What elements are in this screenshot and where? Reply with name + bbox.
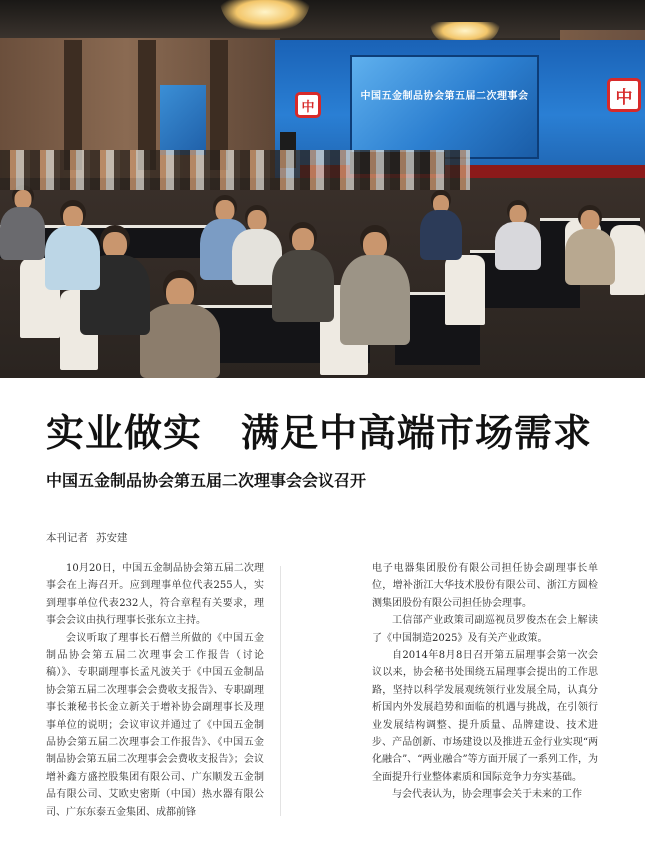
column-divider (280, 566, 281, 816)
conference-photo (0, 0, 645, 378)
ceiling (0, 0, 645, 38)
paragraph: 与会代表认为，协会理事会关于未来的工作 (392, 789, 582, 801)
paragraph: 自2014年8月8日召开第五届理事会第一次会议以来，协会秘书处围绕五届理事会提出的工作思路，坚持以科学发展观统领行业发展全局，认真分析国内外发展趋势和面临的机遇与挑战，在引领行业发展结构调整、提升质量、品牌建设、技术进步、产品创新、市场建设以及推进五金行业实现“两化融合”、“两业融合”等方面开展了一系列工作，为全面提升行业整体素质和国际竞争力夯实基础。 (372, 650, 598, 783)
article-headline: 实业做实 满足中高端市场需求 (46, 410, 593, 455)
side-screen (160, 85, 206, 155)
delegate (565, 205, 615, 285)
article-column-right (372, 560, 598, 804)
paragraph: 电子电器集团股份有限公司担任协会副理事长单位，增补浙江大华技术股份有限公司、浙江方圆检测集团股份有限公司担任协会理事。 (372, 563, 598, 609)
paragraph: 工信部产业政策司副巡视员罗俊杰在会上解读了《中国制造2025》及有关产业政策。 (372, 615, 598, 644)
stage-screen (350, 55, 539, 159)
paragraph: 会议听取了理事长石僧兰所做的《中国五金制品协会第五届二次理事会工作报告（讨论稿）》、专职副理事长孟凡波关于《中国五金制品协会第五届二次理事会会费收支报告》、专职副理事长兼秘书长金立新关于增补协会副理事长及理事单位的说明；会议审议并通过了《中国五金制品协会第五届二次理事会工作报告》、《中国五金制品协会第五届二次理事会会费收支报告》；会议增补鑫方盛控股集团有限公司、广东顺发五金制品有限公司、艾欧史密斯（中国）热水器有限公司、广东东泰五金集团、成都前锋 (46, 632, 264, 818)
delegate (340, 225, 410, 345)
delegate (140, 270, 220, 378)
byline-author: 苏安建 (96, 532, 128, 544)
article-subheadline: 中国五金制品协会第五届二次理事会会议召开 (46, 471, 367, 490)
audience-crowd (0, 150, 470, 190)
delegate (420, 190, 462, 260)
chair (445, 255, 485, 325)
delegate (495, 200, 541, 270)
paragraph: 10月20日，中国五金制品协会第五届二次理事会在上海召开。应到理事单位代表255人，实到理事单位代表232人，符合章程有关要求，理事会会议由执行理事长张东立主持。 (46, 563, 264, 627)
delegate (272, 222, 334, 322)
screen-title: 中国五金制品协会第五届二次理事会 (360, 91, 529, 102)
chair (610, 225, 645, 295)
article-column-left (46, 560, 264, 821)
delegate (45, 200, 100, 290)
delegate (0, 185, 45, 260)
byline (46, 530, 128, 545)
byline-role: 本刊记者 (46, 532, 88, 544)
association-logo-icon: 中 (607, 78, 641, 112)
association-logo-icon: 中 (295, 92, 321, 118)
